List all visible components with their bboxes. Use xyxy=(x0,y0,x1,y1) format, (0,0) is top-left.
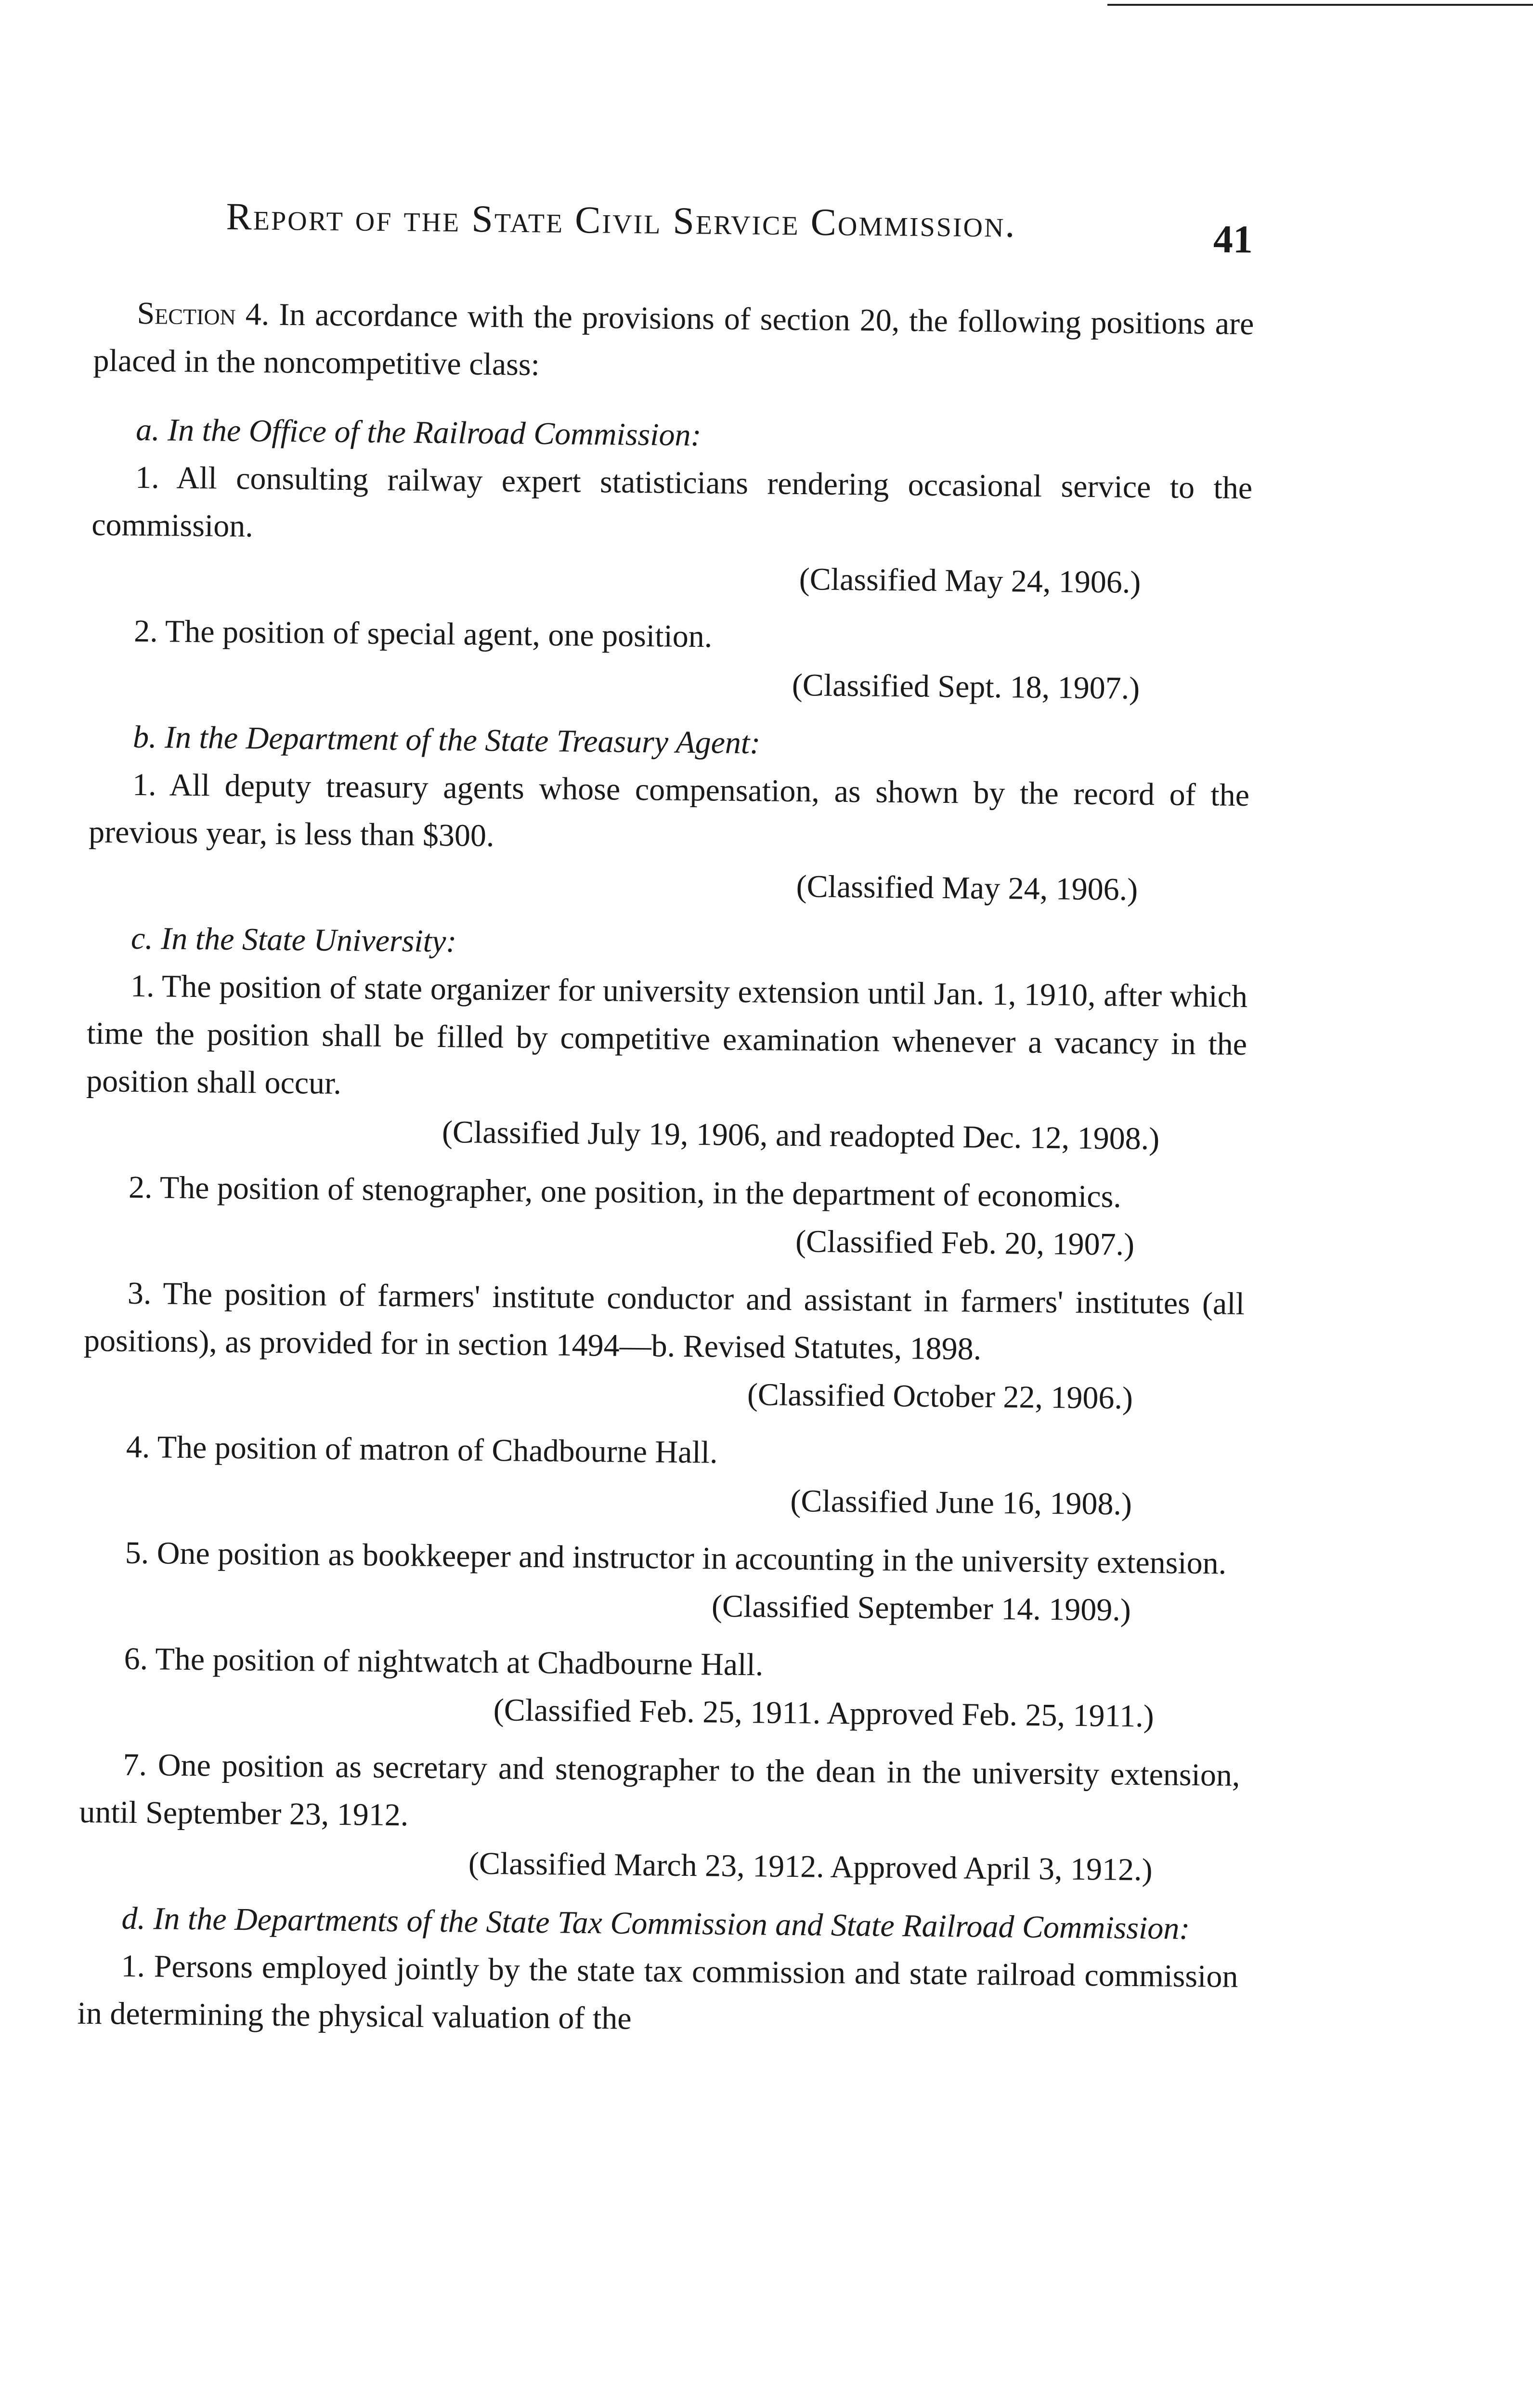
dept-a-item-2: 2. The position of special agent, one position. xyxy=(133,613,713,654)
dept-c-item-3-classified: (Classified October 22, 1906.) xyxy=(747,1377,1133,1416)
dept-c-item-1: 1. The position of state organizer for university extension until Jan. 1, 1910, after which time the position shall be filled by competitive examination whenever a vacancy in the position shall occur. xyxy=(86,968,1248,1101)
dept-c-item-5-classified: (Classified September 14. 1909.) xyxy=(711,1588,1131,1628)
dept-c-item-5: 5. One position as bookkeeper and instructor in accounting in the university extension. xyxy=(125,1535,1227,1581)
dept-c-item-4-classified: (Classified June 16, 1908.) xyxy=(790,1483,1132,1522)
dept-b-heading: b. In the Department of the State Treasury Agent: xyxy=(132,719,761,761)
dept-c-item-4: 4. The position of matron of Chadbourne Hall. xyxy=(126,1429,718,1470)
running-header xyxy=(226,195,1261,249)
dept-d-item-1: 1. Persons employed jointly by the state tax commission and state railroad commission in determining the physical valuation of the xyxy=(77,1948,1238,2036)
dept-c-item-2: 2. The position of stenographer, one position, in the department of economics. xyxy=(128,1169,1122,1215)
dept-a-heading: a. In the Office of the Railroad Commission: xyxy=(135,412,702,453)
dept-c-item-7-classified: (Classified March 23, 1912. Approved April 3, 1912.) xyxy=(468,1845,1153,1888)
dept-c-item-6: 6. The position of nightwatch at Chadbourne Hall. xyxy=(124,1641,764,1683)
dept-c-item-6-classified: (Classified Feb. 25, 1911. Approved Feb. 25, 1911.) xyxy=(493,1692,1155,1734)
dept-c-item-2-classified: (Classified Feb. 20, 1907.) xyxy=(795,1224,1135,1262)
header-title: Report of the State Civil Service Commission. xyxy=(226,195,1016,246)
dept-c-item-1-classified: (Classified July 19, 1906, and readopted Dec. 12, 1908.) xyxy=(442,1114,1160,1157)
dept-a-item-1: 1. All consulting railway expert statisticians rendering occasional service to the commission. xyxy=(91,459,1253,544)
dept-c-item-7: 7. One position as secretary and stenographer to the dean in the university extension, until September 23, 1912. xyxy=(79,1747,1240,1833)
section-label: Section 4. xyxy=(137,295,270,332)
section-intro xyxy=(93,289,1254,395)
page-number: 41 xyxy=(1213,217,1253,262)
page-body xyxy=(77,289,1254,2048)
dept-c-item-3: 3. The position of farmers' institute conductor and assistant in farmers' institutes (all positions), as provided for in section 1494—b. Revised Statutes, 1898. xyxy=(83,1275,1245,1367)
dept-a-item-1-classified: (Classified May 24, 1906.) xyxy=(799,562,1141,600)
dept-b-item-1-classified: (Classified May 24, 1906.) xyxy=(796,869,1138,907)
section-intro-text: In accordance with the provisions of section 20, the following positions are placed in the noncompetitive class: xyxy=(93,297,1254,382)
dept-a-item-2-classified: (Classified Sept. 18, 1907.) xyxy=(792,667,1140,706)
dept-b-item-1: 1. All deputy treasury agents whose compensation, as shown by the record of the previous year, is less than $300. xyxy=(88,767,1250,854)
dept-d-heading: d. In the Departments of the State Tax Commission and State Railroad Commission: xyxy=(121,1900,1190,1947)
top-rule xyxy=(1107,4,1533,6)
dept-c-heading: c. In the State University: xyxy=(130,920,457,959)
